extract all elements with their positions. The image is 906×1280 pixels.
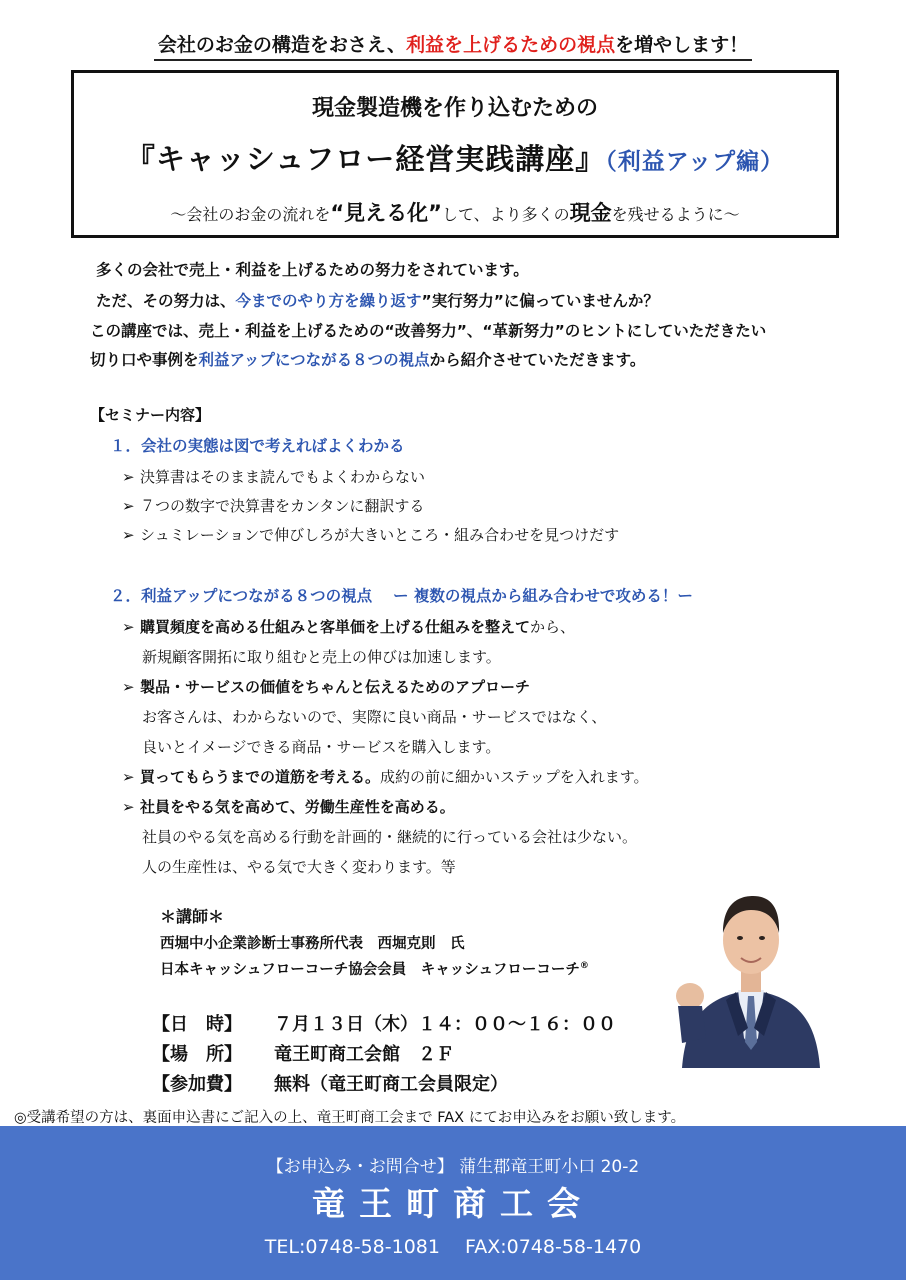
event-place: [152, 1040, 454, 1066]
intro-line-3: この講座では、売上・利益を上げるための“改善努力”、“革新努力”のヒントにしていただきたい: [90, 322, 767, 340]
seminar-item-2-bullet-4-line-2: 社員のやる気を高める行動を計画的・継続的に行っている会社は少ない。: [142, 828, 638, 846]
title-line2: [74, 137, 836, 178]
event-fee-label: 【参加費】: [152, 1074, 242, 1095]
bullet-bold-text: 購買頻度を高める仕組みと客単価を上げる仕組みを整えて: [140, 618, 531, 636]
event-date-value: ７月１３日（木）１４：００～１６：００: [274, 1014, 616, 1035]
seminar-item-2-title: ２．利益アップにつながる８つの視点 ー 複数の視点から組み合わせで攻める！ー: [110, 587, 693, 605]
registered-mark: ®: [579, 961, 589, 972]
bullet-text: 成約の前に細かいステップを入れます。: [380, 768, 649, 786]
intro-line-4: [90, 348, 645, 370]
intro-line-1: 多くの会社で売上・利益を上げるための努力をされています。: [96, 261, 529, 279]
course-subtitle: （利益アップ編）: [605, 149, 785, 175]
lecturer-photo: [668, 878, 834, 1068]
seminar-item-2-bullet-1: [122, 616, 575, 637]
headline: [0, 30, 906, 61]
arrow-bullet-icon: ➢: [122, 798, 135, 816]
tagline-part-b: して、より多くの: [441, 205, 570, 224]
event-place-value: 竜王町商工会館 ２Ｆ: [274, 1044, 454, 1065]
seminar-item-1-bullet-3: [122, 524, 619, 545]
seminar-item-1-bullet-2: [122, 495, 424, 516]
course-title: 『キャッシュフロー経営実践講座』: [125, 142, 606, 176]
title-tagline: [74, 197, 836, 227]
seminar-item-2-bullet-1-line-2: 新規顧客開拓に取り組むと売上の伸びは加速します。: [142, 648, 501, 666]
footer-phone-fax: TEL:0748-58-1081 FAX:0748-58-1470: [264, 1236, 642, 1258]
bullet-bold-text: 買ってもらうまでの道筋を考える。: [140, 768, 381, 786]
intro-line-2-highlight: 今までのやり方を繰り返す: [235, 292, 422, 310]
tagline-part-c: を残せるように～: [611, 205, 740, 224]
lecturer-line-1: 西堀中小企業診断士事務所代表 西堀克則 氏: [160, 936, 465, 952]
title-line1: 現金製造機を作り込むための: [311, 96, 598, 121]
footer-contact-panel: [0, 1126, 906, 1280]
tagline-emphasis-2: 現金: [569, 201, 612, 225]
bullet-text: 決算書はそのまま読んでもよくわからない: [140, 468, 426, 486]
bullet-text: ７つの数字で決算書をカンタンに翻訳する: [140, 497, 425, 515]
lecturer-line-2: [160, 958, 589, 979]
seminar-item-2-bullet-2-line-3: 良いとイメージできる商品・サービスを購入します。: [142, 738, 501, 756]
event-date: [152, 1010, 616, 1036]
intro-line-2-b: ”実行努力”に偏っていませんか？: [421, 292, 659, 310]
footer-organization: 竜王町商工会: [312, 1184, 594, 1223]
intro-line-4-a: 切り口や事例を: [90, 351, 199, 369]
event-fee: [152, 1070, 508, 1096]
headline-part2: を増やします！: [615, 34, 749, 56]
lecturer-line-2-text: 日本キャッシュフローコーチ協会会員 キャッシュフローコーチ: [160, 962, 580, 978]
seminar-item-1-title: １．会社の実態は図で考えればよくわかる: [110, 437, 405, 455]
bullet-text: シュミレーションで伸びしろが大きいところ・組み合わせを見つけだす: [140, 526, 620, 544]
seminar-item-1-bullet-1: [122, 466, 425, 487]
arrow-bullet-icon: ➢: [122, 526, 135, 544]
seminar-item-2-bullet-4: [122, 796, 455, 817]
intro-line-2-a: ただ、その努力は、: [96, 292, 236, 310]
event-place-label: 【場 所】: [152, 1044, 242, 1065]
arrow-bullet-icon: ➢: [122, 497, 135, 515]
intro-line-4-b: から紹介させていただきます。: [429, 351, 646, 369]
intro-line-4-highlight: 利益アップにつながる８つの視点: [198, 351, 430, 369]
headline-highlight: 利益を上げるための視点: [406, 34, 616, 56]
intro-line-2: [96, 289, 659, 311]
bullet-bold-text: 社員をやる気を高めて、労働生産性を高める。: [140, 798, 455, 816]
tagline-emphasis-1: “見える化”: [330, 201, 442, 225]
tagline-part-a: ～会社のお金の流れを: [170, 205, 331, 224]
seminar-item-2-bullet-2: [122, 676, 530, 697]
event-fee-value: 無料（竜王町商工会員限定）: [274, 1074, 508, 1095]
arrow-bullet-icon: ➢: [122, 768, 135, 786]
arrow-bullet-icon: ➢: [122, 678, 135, 696]
bullet-bold-text: 製品・サービスの価値をちゃんと伝えるためのアプローチ: [140, 678, 531, 696]
application-note: ◎受講希望の方は、裏面申込書にご記入の上、竜王町商工会まで FAX にてお申込みをお願い致します。: [14, 1110, 686, 1126]
seminar-item-2-bullet-4-line-3: 人の生産性は、やる気で大きく変わります。等: [142, 858, 456, 876]
headline-underline: [154, 30, 752, 61]
arrow-bullet-icon: ➢: [122, 618, 135, 636]
seminar-item-2-bullet-2-line-2: お客さんは、わからないので、実際に良い商品・サービスではなく、: [142, 708, 607, 726]
lecturer-heading: ＊講師＊: [160, 907, 225, 926]
event-date-label: 【日 時】: [152, 1014, 242, 1035]
seminar-item-2-bullet-3: [122, 766, 649, 787]
seminar-heading: 【セミナー内容】: [90, 406, 211, 424]
headline-part1: 会社のお金の構造をおさえ、: [157, 34, 407, 56]
bullet-text: から、: [530, 618, 576, 636]
arrow-bullet-icon: ➢: [122, 468, 135, 486]
title-box: [71, 70, 839, 238]
footer-address: 【お申込み・お問合せ】 蒲生郡竜王町小口 20-2: [266, 1157, 640, 1177]
